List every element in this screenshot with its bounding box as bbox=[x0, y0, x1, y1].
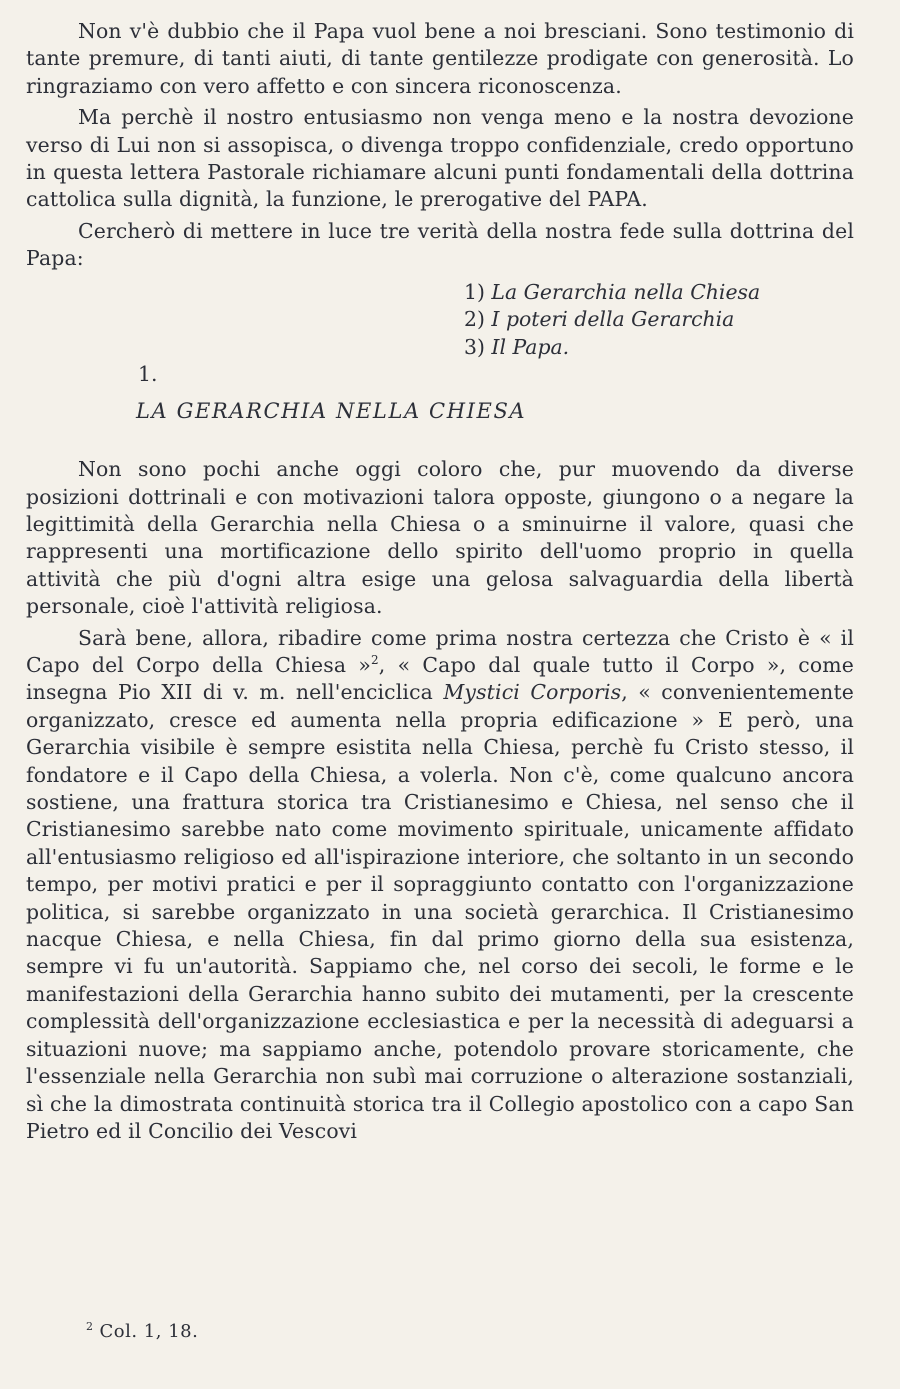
footnote bbox=[86, 1320, 198, 1344]
truths-list bbox=[464, 279, 854, 362]
truth-number: 2) bbox=[464, 307, 485, 332]
truth-item-3 bbox=[464, 334, 854, 362]
section-paragraph-2-part2: , « Capo dal quale tutto il Corpo », come insegna Pio XII di v. m. nell'enciclica bbox=[26, 653, 855, 705]
section-paragraph-2 bbox=[26, 625, 854, 1146]
truth-item-1 bbox=[464, 279, 854, 307]
section-paragraph-2-part3: , « convenientemente organizzato, cresce ed aumenta nella propria edificazione » E però, una Gerarchia visibile è sempre esistita nella Chiesa, perchè fu Cristo stesso, il fondatore e il Capo della Chiesa, a volerla. Non c'è, come qualcuno ancora sostiene, una frattura storica tra Cristianesimo e Chiesa, nel senso che il Cristianesimo sarebbe nato come movimento spirituale, unicamente affidato all'entusiasmo religioso ed all'ispirazione interiore, che soltanto in un secondo tempo, per motivi pratici e per il sopraggiunto contatto con l'organizzazione politica, si sarebbe organizzato in una società gerarchica. Il Cristianesimo nacque Chiesa, e nella Chiesa, fin dal primo giorno della sua esistenza, sempre vi fu un'autorità. Sappiamo che, nel corso dei secoli, le forme e le manifestazioni della Gerarchia hanno subito dei mutamenti, per la crescente complessità dell'organizzazione ecclesiastica e per la necessità di adeguarsi a situazioni nuove; ma sappiamo anche, potendolo provare storicamente, che l'essenziale nella Gerarchia non subì mai corruzione o alterazione sostanziali, sì che la dimostrata continuità storica tra il Collegio apostolico con a capo San Pietro ed il Concilio dei Vescovi bbox=[26, 680, 855, 1143]
truth-item-2 bbox=[464, 306, 854, 334]
footnote-mark: 2 bbox=[86, 1320, 94, 1333]
footnote-text: Col. 1, 18. bbox=[99, 1321, 199, 1342]
section-number: 1. bbox=[138, 362, 158, 387]
intro-paragraph-1: Non v'è dubbio che il Papa vuol bene a noi bresciani. Sono testimonio di tante premure, di tanti aiuti, di tante gentilezze prodigate con generosità. Lo ringraziamo con vero affetto e con sincera riconoscenza. bbox=[26, 19, 854, 98]
footnote-reference: 2 bbox=[370, 653, 379, 668]
truth-number: 1) bbox=[464, 279, 485, 304]
truth-text: La Gerarchia nella Chiesa bbox=[491, 279, 761, 304]
section-paragraph-1: Non sono pochi anche oggi coloro che, pur muovendo da diverse posizioni dottrinali e con motivazioni talora opposte, giungono o a negare la legittimità della Gerarchia nella Chiesa o a sminuirne il valore, quasi che rappresenti una mortificazione dello spirito dell'uomo proprio in quella attività che più d'ogni altra esige una gelosa salvaguardia della libertà personale, cioè l'attività religiosa. bbox=[26, 457, 854, 619]
truth-number: 3) bbox=[464, 334, 485, 359]
section-paragraph-2-part1: Sarà bene, allora, ribadire come prima nostra certezza che Cristo è « il Capo del Corpo della Chiesa » bbox=[26, 625, 854, 677]
truth-text: Il Papa. bbox=[491, 334, 570, 359]
section-title: LA GERARCHIA NELLA CHIESA bbox=[136, 399, 527, 424]
intro-paragraph-2: Ma perchè il nostro entusiasmo non venga meno e la nostra devozione verso di Lui non si assopisca, o divenga troppo confidenziale, credo opportuno in questa lettera Pastorale richiamare alcuni punti fondamentali della dottrina cattolica sulla dignità, la funzione, le prerogative del PAPA. bbox=[26, 105, 854, 212]
encyclical-title: Mystici Corporis bbox=[443, 680, 622, 705]
truth-text: I poteri della Gerarchia bbox=[491, 307, 735, 332]
intro-paragraph-3: Cercherò di mettere in luce tre verità della nostra fede sulla dottrina del Papa: bbox=[26, 218, 854, 271]
